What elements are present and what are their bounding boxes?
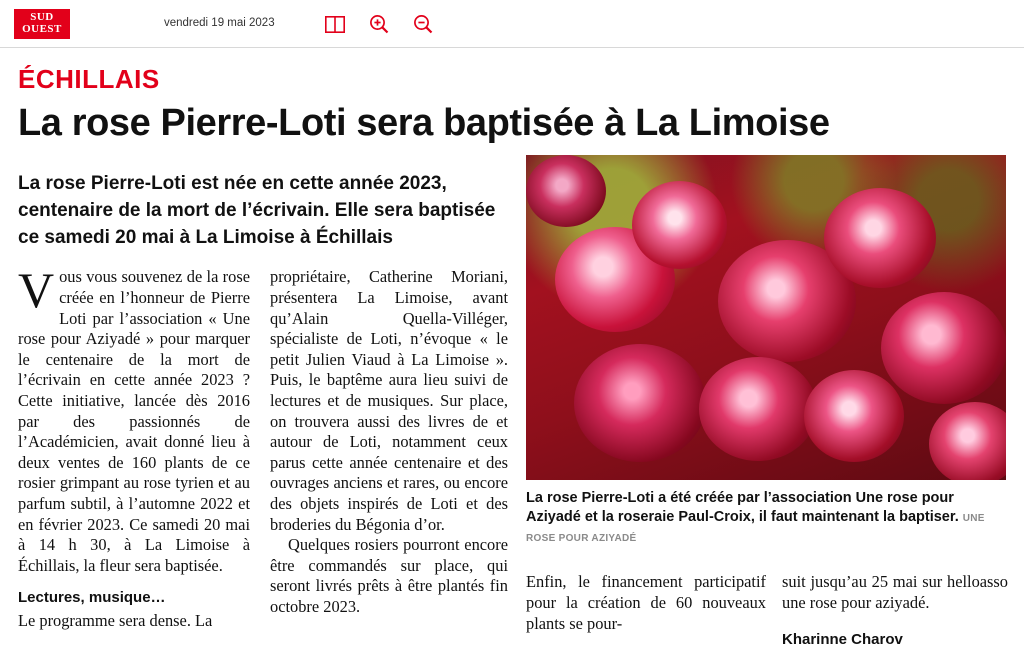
article-byline: Kharinne Charov [782,630,903,648]
article-column-4 [782,556,1008,651]
photo-caption-text: La rose Pierre-Loti a été créée par l’association Une rose pour Aziyadé et la roseraie Paul-Croix, il faut maintenant la baptiser. [526,490,959,525]
rose-5 [881,292,1006,404]
article-subheading: Lectures, musique… [18,589,166,607]
rose-8 [804,370,904,462]
zoom-out-button[interactable] [406,9,440,39]
zoom-out-icon [413,14,433,34]
column-2-paragraph-1: propriétaire, Catherine Moriani, présentera La Limoise, avant qu’Alain Quella-Villéger, spécialiste de Loti, n’évoque « le petit Julien Viaud à La Limoise ». Puis, le baptême aura lieu suivi de lectures et de musiques. Sur place, on trouvera aussi des livres de et autour de Loti, notamment ceux parus cette année centenaire et des ouvrages anciens et rares, ou encore des objets inspirés de Loti et des broderies du Bégonia d’or. [270,267,508,534]
rose-6 [574,344,706,462]
column-1-paragraph-2: Le programme sera dense. La [18,610,213,630]
rose-7 [699,357,817,461]
logo-line-2: OUEST [22,22,62,35]
photo-credit: UNE ROSE POUR AZIYADÉ [526,513,985,544]
rose-4 [824,188,936,288]
double-page-icon [325,16,345,33]
article-photo-block [526,155,1006,548]
logo-line-1: SUD [30,11,54,23]
rose-2 [632,181,727,269]
double-page-button[interactable] [318,9,352,39]
top-toolbar [0,0,1024,48]
article-column-1 [18,262,250,631]
column-2-paragraph-2: Quelques rosiers pourront encore être commandés sur place, qui seront livrés prêts à être plantés fin octobre 2023. [270,535,508,616]
drop-cap: V [18,262,55,319]
column-1-text-1: ous vous souvenez de la rose créée en l’honneur de Pierre Loti par l’association « Une rose pour Aziyadé » pour marquer le centenaire de la mort de l’écrivain en cette année 2023 ? Cette initiative, lancée dès 2016 par des passionnés de l’Académicien, avait donné lieu à deux ventes de 160 plants de ce rosier grimpant au rose tyrien et au parfum subtil, à l’automne 2022 et en février 2023. Ce samedi 20 mai à 14 h 30, à La Limoise à Échillais, la fleur sera baptisée. [18,267,250,575]
column-1-paragraph-1 [18,262,250,576]
toolbar-button-group [318,0,440,48]
zoom-in-button[interactable] [362,9,396,39]
article-column-2 [270,267,508,617]
column-4-paragraph-1: suit jusqu’au 25 mai sur helloasso une rose pour aziyadé. [782,572,1008,612]
photo-caption [526,489,1004,548]
edition-date: vendredi 19 mai 2023 [164,17,275,29]
page-title: La rose Pierre-Loti sera baptisée à La Limoise [18,102,830,144]
sud-ouest-logo[interactable] [14,9,70,39]
article-kicker: ÉCHILLAIS [18,64,160,94]
article-standfirst: La rose Pierre-Loti est née en cette année 2023, centenaire de la mort de l’écrivain. Elle sera baptisée ce samedi 20 mai à La Limoise à Échillais [18,173,496,249]
article-column-3 [526,556,766,651]
rose-10 [526,155,606,227]
zoom-in-icon [369,14,389,34]
column-3-paragraph-1: Enfin, le financement participatif pour la création de 60 nouveaux plants se pour- [526,572,766,633]
article-photo [526,155,1006,480]
